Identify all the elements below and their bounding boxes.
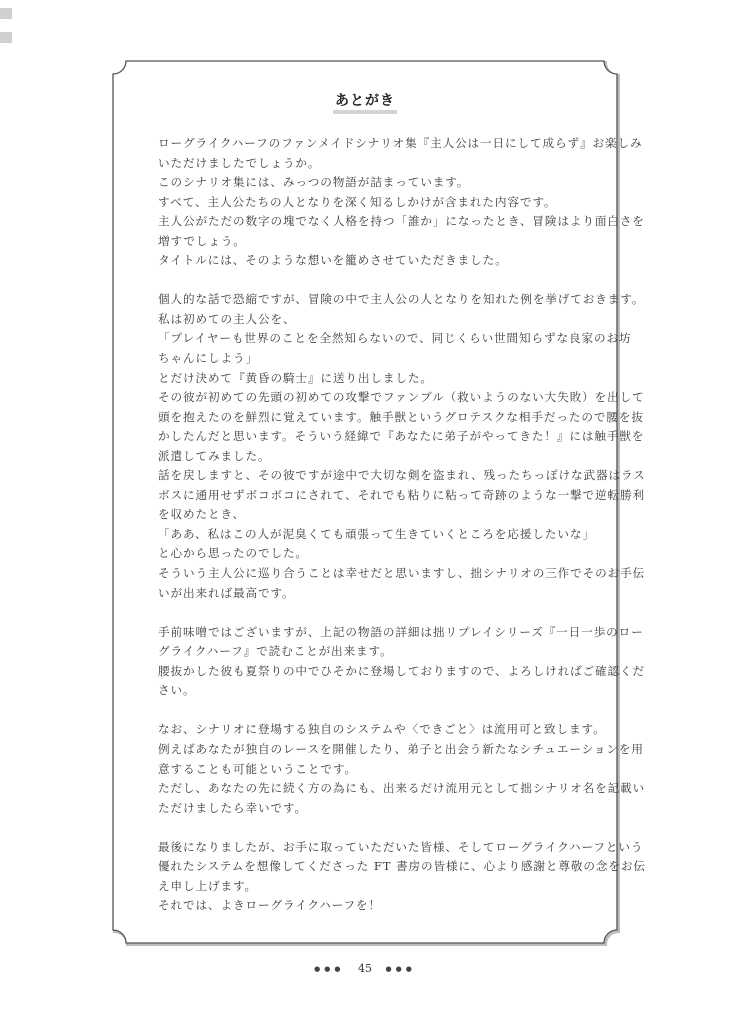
text-line: 主人公がただの数字の塊でなく人格を持つ「誰か」になったとき、冒険はより面白さを [158, 214, 645, 229]
text-line: すべて、主人公たちの人となりを深く知るしかけが含まれた内容です。 [158, 194, 557, 209]
text-line: 話を戻しますと、その彼ですが途中で大切な剣を盗まれ、残ったちっぽけな武器はラス [158, 468, 646, 483]
text-line: いが出来れば最高です。 [158, 585, 295, 600]
paragraph-gap [158, 603, 598, 623]
text-line: かしたんだと思います。そういう経緯で『あなたに弟子がやってきた！』には触手獣を [158, 429, 645, 444]
text-line: 例えばあなたが独自のレースを開催したり、弟子と出会う新たなシチュエーションを用 [158, 741, 644, 756]
text-line: を収めたとき、 [158, 507, 245, 522]
text-line: ただし、あなたの先に続く方の為にも、出来るだけ流用元として拙シナリオ名を記載い [158, 781, 646, 796]
afterword-body [158, 134, 646, 916]
text-line: なお、シナリオに登場する独自のシステムや〈できごと〉は流用可と致します。 [158, 722, 606, 737]
text-line: とだけ決めて『黄昏の騎士』に送り出しました。 [158, 370, 433, 385]
text-line: さい。 [158, 683, 196, 698]
text-line: 最後になりましたが、お手に取っていただいた皆様、そしてローグライクハーフという [158, 839, 644, 854]
paragraph-gap [158, 271, 598, 291]
paragraph [158, 290, 646, 603]
paragraph [158, 623, 646, 701]
text-line: その彼が初めての先頭の初めての攻撃でファンブル（救いようのない大失敗）を出して [158, 390, 645, 405]
text-line: それでは、よきローグライクハーフを！ [158, 898, 382, 913]
page-footer [0, 962, 730, 975]
text-line: いただけましたでしょうか。 [158, 155, 321, 170]
text-line: ちゃんにしよう」 [158, 351, 258, 366]
text-line: 意することも可能ということです。 [158, 761, 357, 776]
text-line: タイトルには、そのような想いを籠めさせていただきました。 [158, 253, 508, 268]
text-line: え申し上げます。 [158, 878, 258, 893]
decorative-dots-icon: ●●● [385, 965, 416, 973]
text-line: 派遣してみました。 [158, 448, 271, 463]
page-number: 45 [358, 962, 372, 975]
paragraph [158, 838, 646, 916]
text-line: ボスに通用せずボコボコにされて、それでも粘りに粘って奇跡のような一撃で逆転勝利 [158, 487, 646, 502]
text-line: 手前味噌ではございますが、上記の物語の詳細は拙リプレイシリーズ『一日一歩のロー [158, 624, 644, 639]
text-line: 頭を抱えたのを鮮烈に覚えています。触手獣というグロテスクな相手だったので腰を抜 [158, 409, 644, 424]
text-line: 「プレイヤーも世界のことを全然知らないので、同じくらい世間知らずな良家のお坊 [158, 331, 632, 346]
text-line: 個人的な話で恐縮ですが、冒険の中で主人公の人となりを知れた例を挙げておきます。 [158, 292, 645, 307]
paragraph [158, 134, 645, 271]
page-title-wrap [0, 90, 730, 114]
text-line: そういう主人公に巡り合うことは幸せだと思いますし、拙シナリオの三作でそのお手伝 [158, 566, 646, 581]
text-line: 腰抜かした彼も夏祭りの中でひそかに登場しておりますので、よろしければご確認くだ [158, 663, 646, 678]
text-line: 増すでしょう。 [158, 233, 246, 248]
paragraph [158, 720, 646, 818]
text-line: グライクハーフ』で読むことが出来ます。 [158, 644, 393, 659]
text-line: 優れたシステムを想像してくださった FT 書房の皆様に、心より感謝と尊敬の念をお伝 [158, 859, 646, 874]
text-line: 「ああ、私はこの人が泥臭くても頑張って生きていくところを応援したいな」 [158, 526, 595, 541]
text-line: ローグライクハーフのファンメイドシナリオ集『主人公は一日にして成らず』お楽しみ [158, 136, 643, 150]
text-line: と心から思ったのでした。 [158, 546, 308, 561]
text-line: このシナリオ集には、みっつの物語が詰まっています。 [158, 175, 470, 190]
text-line: ただけましたら幸いです。 [158, 800, 307, 815]
paragraph-gap [158, 818, 598, 838]
paragraph-gap [158, 701, 598, 721]
text-line: 私は初めての主人公を、 [158, 311, 296, 326]
page-title: あとがき [333, 93, 397, 114]
decorative-dots-icon: ●●● [314, 965, 345, 973]
